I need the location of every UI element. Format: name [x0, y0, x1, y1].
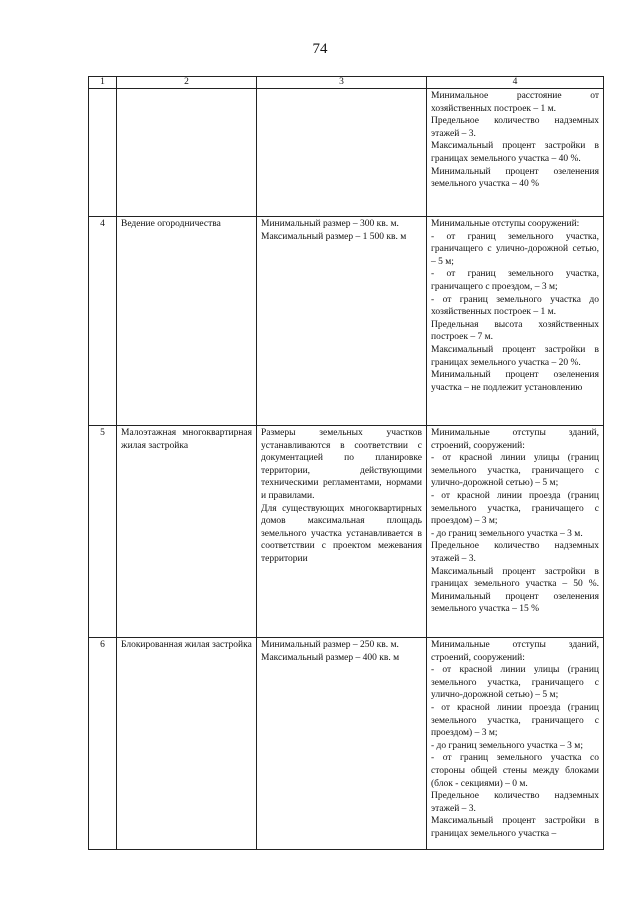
cell-num: 4 [89, 217, 117, 426]
param-line: - до границ земельного участка – 3 м. [431, 528, 583, 539]
cell-params [427, 638, 604, 850]
param-line: Минимальный процент озеленения земельного участка – 40 % [431, 166, 599, 190]
size-line: Размеры земельных участков устанавливаются в соответствии с документацией по планировке территории, действующими техническими регламентами, нормами и правилами. [261, 428, 422, 501]
param-line: - от границ земельного участка, граничащего с проездом, – 3 м; [431, 269, 599, 292]
param-line: Предельная высота хозяйственных построек – 7 м. [431, 319, 599, 343]
param-line: Максимальный процент застройки в границах земельного участка – 40 %. [431, 141, 599, 164]
cell-params [427, 426, 604, 638]
table-header-row [89, 77, 604, 89]
table-row [89, 638, 604, 850]
page-number: 74 [312, 41, 328, 57]
param-line: Максимальный процент застройки в границах земельного участка – [431, 816, 599, 839]
size-line: Максимальный размер – 1 500 кв. м [261, 231, 407, 242]
cell-num [89, 89, 117, 217]
header-col-1: 1 [89, 77, 117, 89]
param-line: Минимальные отступы сооружений: [431, 219, 580, 229]
param-line: Максимальный процент застройки в границах земельного участка – 50 %. Минимальный процент озеленения земельного участка – 15 % [431, 566, 599, 615]
header-col-4: 4 [427, 77, 604, 89]
param-line: - до границ земельного участка – 3 м; [431, 740, 583, 751]
cell-sizes [257, 638, 427, 850]
size-line: Минимальный размер – 250 кв. м. [261, 640, 399, 650]
param-line: Максимальный процент застройки в границах земельного участка – 20 %. [431, 344, 599, 368]
cell-name: Малоэтажная многоквартирная жилая застройка [117, 426, 257, 638]
param-line: Предельное количество надземных этажей – 3. [431, 541, 599, 564]
size-line: Минимальный размер – 300 кв. м. [261, 219, 399, 229]
size-line: Для существующих многоквартирных домов максимальная площадь земельного участка устанавливается в соответствии с проектом межевания территории [261, 503, 422, 564]
header-col-3: 3 [257, 77, 427, 89]
cell-sizes [257, 426, 427, 638]
table-row [89, 217, 604, 426]
cell-params [427, 217, 604, 426]
param-line: Минимальные отступы зданий, строений, сооружений: [431, 428, 599, 451]
cell-name [117, 89, 257, 217]
param-line: - от красной линии проезда (границ земельного участка, граничащего с проездом) – 3 м; [431, 702, 599, 739]
param-line: - от красной линии улицы (границ земельного участка, граничащего с улично-дорожной сетью) – 5 м; [431, 453, 599, 489]
param-line: Предельное количество надземных этажей – 3. [431, 116, 599, 139]
header-col-2: 2 [117, 77, 257, 89]
param-line: Предельное количество надземных этажей – 3. [431, 791, 599, 814]
param-line: Минимальные отступы зданий, строений, сооружений: [431, 640, 599, 663]
param-line: - от границ земельного участка со стороны общей стены между блоками (блок - секциями) – 0 м. [431, 753, 599, 789]
param-line: - от границ земельного участка до хозяйственных построек – 1 м. [431, 294, 599, 318]
cell-name: Ведение огородничества [117, 217, 257, 426]
param-line: Минимальное расстояние от хозяйственных построек – 1 м. [431, 91, 599, 114]
size-line: Максимальный размер – 400 кв. м [261, 652, 400, 663]
param-line: - от красной линии улицы (границ земельного участка, граничащего с улично-дорожной сетью) – 5 м; [431, 665, 599, 701]
param-line: Минимальный процент озеленения участка – не подлежит установлению [431, 370, 599, 393]
cell-num: 6 [89, 638, 117, 850]
table-row [89, 426, 604, 638]
cell-params [427, 89, 604, 217]
cell-sizes [257, 89, 427, 217]
zoning-table [88, 76, 604, 850]
cell-num: 5 [89, 426, 117, 638]
param-line: - от красной линии проезда (границ земельного участка, граничащего с проездом) – 3 м; [431, 490, 599, 527]
cell-name: Блокированная жилая застройка [117, 638, 257, 850]
param-line: - от границ земельного участка, граничащего с улично-дорожной сетью, – 5 м; [431, 231, 599, 267]
cell-sizes [257, 217, 427, 426]
table-row-continuation [89, 89, 604, 217]
